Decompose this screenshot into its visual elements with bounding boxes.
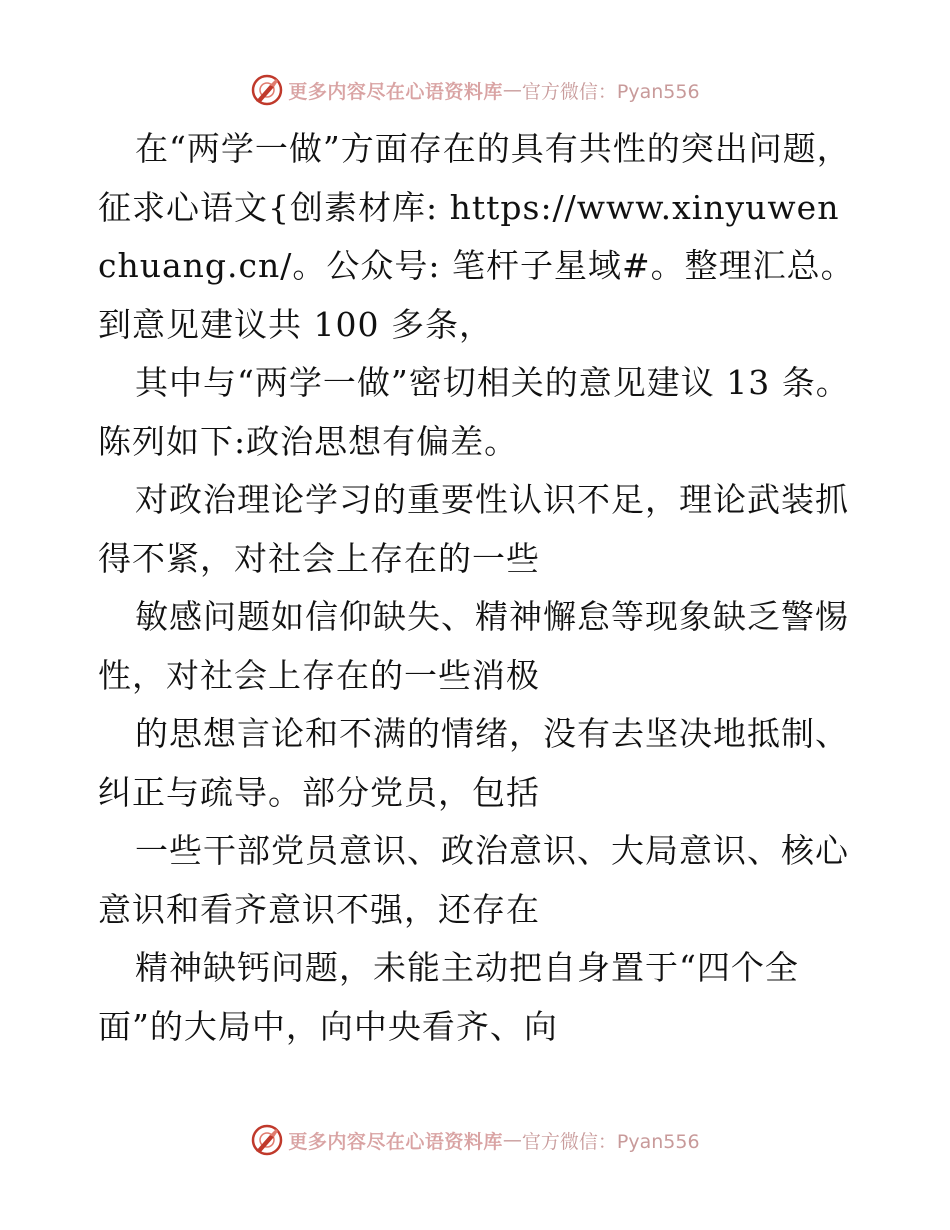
paragraph-1: 在“两学一做”方面存在的具有共性的突出问题，征求心语文{创素材库: https://www.xinyuwenchuang.cn/。公众号: 笔杆子星域#。整理汇总。到意见建议共 100 多条， bbox=[98, 129, 855, 344]
header-banner bbox=[0, 70, 950, 110]
paragraph-4: 敏感问题如信仰缺失、精神懈怠等现象缺乏警惕性，对社会上存在的一些消极 bbox=[98, 597, 849, 695]
paragraph-5: 的思想言论和不满的情绪，没有去坚决地抵制、纠正与疏导。部分党员，包括 bbox=[98, 714, 849, 812]
footer-banner bbox=[0, 1120, 950, 1160]
banner-brand-text: 更多内容尽在心语资料库 bbox=[288, 80, 503, 103]
banner-wechat-text: 官方微信：Pyan556 bbox=[521, 80, 700, 103]
banner-dash: — bbox=[502, 79, 522, 101]
paragraph-3: 对政治理论学习的重要性认识不足，理论武装抓得不紧，对社会上存在的一些 bbox=[98, 480, 849, 578]
paragraph-2: 其中与“两学一做”密切相关的意见建议 13 条。陈列如下:政治思想有偏差。 bbox=[98, 363, 850, 461]
document-body bbox=[98, 120, 858, 1056]
banner-wechat-text: 官方微信：Pyan556 bbox=[521, 1130, 700, 1153]
pen-logo-icon bbox=[250, 73, 284, 107]
paragraph-6: 一些干部党员意识、政治意识、大局意识、核心意识和看齐意识不强，还存在 bbox=[98, 831, 849, 929]
pen-logo-icon bbox=[250, 1123, 284, 1157]
paragraph-7: 精神缺钙问题，未能主动把自身置于“四个全面”的大局中，向中央看齐、向 bbox=[98, 948, 799, 1046]
banner-dash: — bbox=[502, 1129, 522, 1151]
banner-brand-text: 更多内容尽在心语资料库 bbox=[288, 1130, 503, 1153]
